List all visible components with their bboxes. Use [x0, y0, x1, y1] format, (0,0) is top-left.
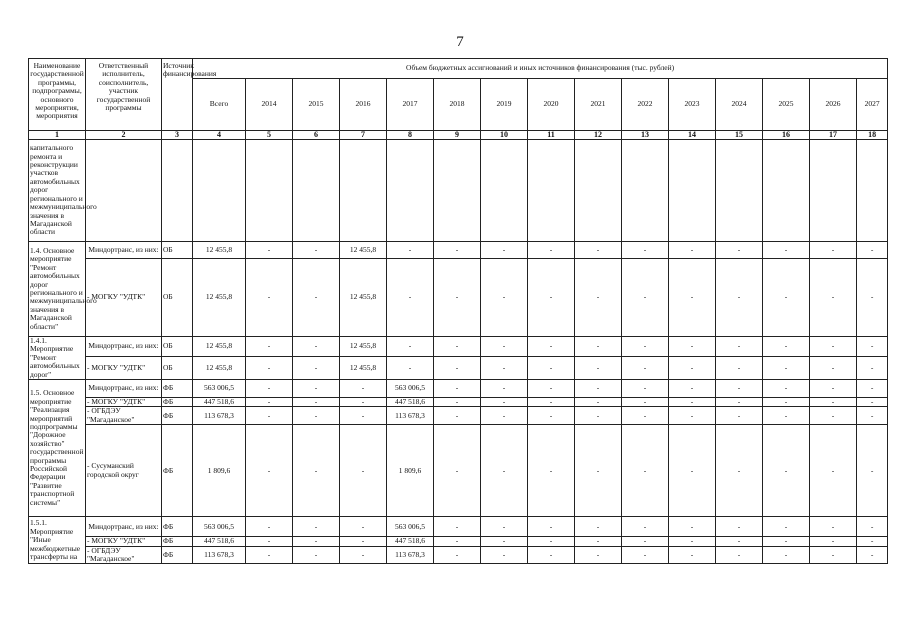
empty-value-dash: -: [716, 425, 763, 517]
empty-value-dash: -: [669, 242, 716, 259]
value-cell: 12 455,8: [340, 242, 387, 259]
value-cell: 447 518,6: [387, 398, 434, 407]
header-year: 2024: [716, 79, 763, 131]
total-cell: 113 678,3: [193, 407, 246, 425]
empty-value-dash: -: [246, 398, 293, 407]
header-total: Всего: [193, 79, 246, 131]
source-cell: ФБ: [162, 517, 193, 537]
empty-value-dash: -: [246, 357, 293, 380]
empty-value-dash: -: [810, 407, 857, 425]
empty-value-dash: -: [293, 398, 340, 407]
empty-value-dash: -: [763, 407, 810, 425]
empty-value-dash: -: [763, 337, 810, 357]
empty-value-dash: -: [763, 425, 810, 517]
empty-value-dash: -: [481, 259, 528, 337]
empty-value-dash: -: [857, 242, 888, 259]
header-funding-group: Объем бюджетных ассигнований и иных источников финансирования (тыс. рублей): [193, 59, 888, 79]
empty-value-dash: -: [669, 537, 716, 546]
empty-value-dash: -: [293, 259, 340, 337]
empty-value-dash: -: [528, 398, 575, 407]
empty-value-dash: -: [622, 357, 669, 380]
header-year: 2026: [810, 79, 857, 131]
empty-value-dash: -: [716, 337, 763, 357]
column-number: 2: [86, 131, 162, 140]
column-number: 15: [716, 131, 763, 140]
empty-value-dash: -: [434, 337, 481, 357]
empty-value-dash: -: [810, 537, 857, 546]
empty-value-dash: -: [481, 380, 528, 398]
header-year: 2019: [481, 79, 528, 131]
empty-value-dash: -: [669, 259, 716, 337]
empty-value-dash: -: [716, 380, 763, 398]
header-year: 2022: [622, 79, 669, 131]
empty-value-dash: -: [434, 398, 481, 407]
responsible-cell: - МОГКУ "УДТК": [86, 357, 162, 380]
empty-value-dash: -: [575, 357, 622, 380]
empty-value-dash: -: [716, 242, 763, 259]
total-cell: 447 518,6: [193, 537, 246, 546]
column-number: 13: [622, 131, 669, 140]
column-number: 4: [193, 131, 246, 140]
empty-value-dash: -: [716, 357, 763, 380]
source-cell: ФБ: [162, 425, 193, 517]
empty-value-dash: -: [575, 242, 622, 259]
empty-value-dash: -: [622, 407, 669, 425]
empty-value-dash: -: [246, 337, 293, 357]
empty-value-dash: -: [434, 425, 481, 517]
empty-value-dash: -: [810, 357, 857, 380]
column-number: 18: [857, 131, 888, 140]
empty-value-dash: -: [622, 380, 669, 398]
value-cell: 113 678,3: [387, 407, 434, 425]
empty-value-dash: -: [434, 259, 481, 337]
empty-value-dash: -: [763, 537, 810, 546]
empty-value-dash: -: [622, 398, 669, 407]
empty-value-dash: -: [716, 537, 763, 546]
empty-value-dash: -: [246, 546, 293, 564]
empty-value-dash: -: [246, 425, 293, 517]
empty-value-dash: -: [716, 546, 763, 564]
column-number: 7: [340, 131, 387, 140]
responsible-cell: Миндортранс, из них:: [86, 517, 162, 537]
empty-value-dash: -: [481, 357, 528, 380]
value-cell: 12 455,8: [340, 357, 387, 380]
column-number-row: [29, 131, 888, 140]
header-year: 2025: [763, 79, 810, 131]
empty-value-dash: -: [528, 546, 575, 564]
header-year: 2023: [669, 79, 716, 131]
empty-value-dash: -: [857, 357, 888, 380]
empty-value-dash: -: [857, 337, 888, 357]
empty-value-dash: -: [669, 357, 716, 380]
empty-value-dash: -: [669, 337, 716, 357]
empty-value-dash: -: [528, 425, 575, 517]
empty-value-dash: -: [763, 259, 810, 337]
table-row: [29, 380, 888, 398]
activity-name: капитального ремонта и реконструкции участков автомобильных дорог регионального и межмуниципального значения в Магаданской области: [29, 140, 86, 242]
empty-value-dash: -: [387, 337, 434, 357]
empty-value-dash: -: [481, 398, 528, 407]
empty-value-dash: -: [293, 517, 340, 537]
empty-value-dash: -: [575, 407, 622, 425]
empty-value-dash: -: [575, 546, 622, 564]
empty-value-dash: -: [293, 380, 340, 398]
empty-value-dash: -: [293, 337, 340, 357]
empty-value-dash: -: [387, 357, 434, 380]
responsible-cell: Миндортранс, из них:: [86, 242, 162, 259]
column-number: 17: [810, 131, 857, 140]
empty-value-dash: -: [293, 242, 340, 259]
header-year: 2020: [528, 79, 575, 131]
table-row: [29, 242, 888, 259]
empty-value-dash: -: [669, 425, 716, 517]
responsible-cell: - МОГКУ "УДТК": [86, 259, 162, 337]
empty-value-dash: -: [340, 537, 387, 546]
empty-value-dash: -: [340, 546, 387, 564]
header-year: 2016: [340, 79, 387, 131]
empty-value-dash: -: [763, 546, 810, 564]
empty-value-dash: -: [669, 517, 716, 537]
empty-value-dash: -: [481, 337, 528, 357]
empty-value-dash: -: [434, 357, 481, 380]
empty-value-dash: -: [857, 546, 888, 564]
empty-value-dash: -: [857, 517, 888, 537]
empty-value-dash: -: [481, 546, 528, 564]
empty-value-dash: -: [622, 337, 669, 357]
empty-value-dash: -: [246, 259, 293, 337]
source-cell: ОБ: [162, 357, 193, 380]
empty-value-dash: -: [622, 242, 669, 259]
empty-value-dash: -: [387, 259, 434, 337]
empty-value-dash: -: [669, 380, 716, 398]
empty-value-dash: -: [622, 546, 669, 564]
empty-value-dash: -: [293, 407, 340, 425]
empty-value-dash: -: [763, 517, 810, 537]
empty-value-dash: -: [293, 546, 340, 564]
table-row: [29, 398, 888, 407]
empty-value-dash: -: [387, 242, 434, 259]
empty-value-dash: -: [716, 517, 763, 537]
empty-value-dash: -: [622, 425, 669, 517]
total-cell: 12 455,8: [193, 242, 246, 259]
table-row: [29, 259, 888, 337]
table-row: [29, 140, 888, 242]
empty-value-dash: -: [857, 425, 888, 517]
empty-value-dash: -: [857, 537, 888, 546]
responsible-cell: - ОГБДЭУ "Магаданское": [86, 407, 162, 425]
responsible-cell: - ОГБДЭУ "Магаданское": [86, 546, 162, 564]
total-cell: 113 678,3: [193, 546, 246, 564]
header-year: 2014: [246, 79, 293, 131]
source-cell: ФБ: [162, 537, 193, 546]
column-number: 5: [246, 131, 293, 140]
responsible-cell: - Сусуманский городской округ: [86, 425, 162, 517]
empty-value-dash: -: [763, 242, 810, 259]
table-row: [29, 357, 888, 380]
empty-value-dash: -: [434, 380, 481, 398]
source-cell: ФБ: [162, 398, 193, 407]
empty-value-dash: -: [340, 398, 387, 407]
table-row: [29, 425, 888, 517]
empty-value-dash: -: [293, 357, 340, 380]
empty-value-dash: -: [575, 537, 622, 546]
source-cell: ОБ: [162, 259, 193, 337]
value-cell: 563 006,5: [387, 517, 434, 537]
empty-value-dash: -: [246, 242, 293, 259]
empty-value-dash: -: [481, 407, 528, 425]
total-cell: 12 455,8: [193, 357, 246, 380]
column-number: 8: [387, 131, 434, 140]
empty-value-dash: -: [669, 407, 716, 425]
empty-value-dash: -: [622, 259, 669, 337]
total-cell: 1 809,6: [193, 425, 246, 517]
empty-value-dash: -: [528, 537, 575, 546]
empty-value-dash: -: [528, 337, 575, 357]
responsible-cell: - МОГКУ "УДТК": [86, 398, 162, 407]
empty-value-dash: -: [340, 517, 387, 537]
empty-value-dash: -: [716, 407, 763, 425]
column-number: 12: [575, 131, 622, 140]
empty-value-dash: -: [340, 380, 387, 398]
column-number: 3: [162, 131, 193, 140]
source-cell: ОБ: [162, 337, 193, 357]
value-cell: 113 678,3: [387, 546, 434, 564]
empty-value-dash: -: [246, 380, 293, 398]
empty-value-dash: -: [716, 398, 763, 407]
empty-value-dash: -: [810, 546, 857, 564]
table-row: [29, 546, 888, 564]
empty-value-dash: -: [622, 537, 669, 546]
total-cell: 12 455,8: [193, 259, 246, 337]
empty-value-dash: -: [481, 242, 528, 259]
responsible-cell: - МОГКУ "УДТК": [86, 537, 162, 546]
source-cell: ОБ: [162, 242, 193, 259]
source-cell: ФБ: [162, 407, 193, 425]
empty-value-dash: -: [810, 398, 857, 407]
empty-value-dash: -: [810, 259, 857, 337]
value-cell: 1 809,6: [387, 425, 434, 517]
empty-value-dash: -: [528, 259, 575, 337]
empty-value-dash: -: [481, 537, 528, 546]
empty-value-dash: -: [434, 537, 481, 546]
empty-value-dash: -: [575, 425, 622, 517]
source-cell: ФБ: [162, 380, 193, 398]
empty-value-dash: -: [293, 537, 340, 546]
empty-value-dash: -: [246, 407, 293, 425]
empty-value-dash: -: [575, 380, 622, 398]
header-year: 2021: [575, 79, 622, 131]
total-cell: 447 518,6: [193, 398, 246, 407]
empty-value-dash: -: [528, 407, 575, 425]
empty-value-dash: -: [246, 517, 293, 537]
column-number: 14: [669, 131, 716, 140]
responsible-cell: Миндортранс, из них:: [86, 337, 162, 357]
page-number: 7: [456, 34, 464, 50]
budget-table: [28, 58, 888, 564]
empty-value-dash: -: [246, 537, 293, 546]
empty-value-dash: -: [340, 407, 387, 425]
empty-value-dash: -: [575, 259, 622, 337]
empty-value-dash: -: [528, 517, 575, 537]
empty-value-dash: -: [810, 425, 857, 517]
header-source: Источник финансирования: [162, 59, 193, 131]
empty-value-dash: -: [340, 425, 387, 517]
value-cell: 447 518,6: [387, 537, 434, 546]
column-number: 6: [293, 131, 340, 140]
empty-value-dash: -: [293, 425, 340, 517]
empty-value-dash: -: [857, 259, 888, 337]
empty-value-dash: -: [857, 398, 888, 407]
empty-value-dash: -: [669, 546, 716, 564]
value-cell: 563 006,5: [387, 380, 434, 398]
activity-name: 1.4. Основное мероприятие "Ремонт автомобильных дорог регионального и межмуниципального значения в Магаданской области": [29, 242, 86, 337]
header-year: 2015: [293, 79, 340, 131]
column-number: 16: [763, 131, 810, 140]
empty-value-dash: -: [763, 357, 810, 380]
empty-value-dash: -: [810, 517, 857, 537]
empty-value-dash: -: [763, 380, 810, 398]
table-row: [29, 537, 888, 546]
value-cell: 12 455,8: [340, 337, 387, 357]
table-row: [29, 407, 888, 425]
empty-value-dash: -: [857, 407, 888, 425]
empty-value-dash: -: [575, 337, 622, 357]
empty-value-dash: -: [810, 380, 857, 398]
empty-value-dash: -: [481, 425, 528, 517]
total-cell: 563 006,5: [193, 380, 246, 398]
empty-value-dash: -: [763, 398, 810, 407]
column-number: 1: [29, 131, 86, 140]
empty-value-dash: -: [434, 242, 481, 259]
activity-name: 1.5. Основное мероприятие "Реализация мероприятий подпрограммы "Дорожное хозяйство" государственной программы Российской Федерации "Развитие транспортной системы": [29, 380, 86, 517]
empty-value-dash: -: [528, 380, 575, 398]
empty-value-dash: -: [575, 398, 622, 407]
responsible-cell: Миндортранс, из них:: [86, 380, 162, 398]
column-number: 11: [528, 131, 575, 140]
empty-value-dash: -: [716, 259, 763, 337]
empty-value-dash: -: [575, 517, 622, 537]
table-row: [29, 337, 888, 357]
empty-value-dash: -: [528, 242, 575, 259]
total-cell: 563 006,5: [193, 517, 246, 537]
header-responsible: Ответственный исполнитель, соисполнитель, участник государственной программы: [86, 59, 162, 131]
source-cell: ФБ: [162, 546, 193, 564]
empty-value-dash: -: [622, 517, 669, 537]
value-cell: 12 455,8: [340, 259, 387, 337]
empty-value-dash: -: [434, 407, 481, 425]
empty-value-dash: -: [810, 337, 857, 357]
empty-value-dash: -: [669, 398, 716, 407]
column-number: 9: [434, 131, 481, 140]
empty-value-dash: -: [434, 546, 481, 564]
table-row: [29, 517, 888, 537]
activity-name: 1.4.1. Мероприятие "Ремонт автомобильных дорог": [29, 337, 86, 380]
header-name: Наименование государственной программы, подпрограммы, основного мероприятия, мероприятия: [29, 59, 86, 131]
empty-value-dash: -: [434, 517, 481, 537]
column-number: 10: [481, 131, 528, 140]
header-year: 2027: [857, 79, 888, 131]
empty-value-dash: -: [810, 242, 857, 259]
empty-value-dash: -: [481, 517, 528, 537]
activity-name: 1.5.1. Мероприятие "Иные межбюджетные трансферты на: [29, 517, 86, 564]
header-year: 2017: [387, 79, 434, 131]
empty-value-dash: -: [857, 380, 888, 398]
empty-value-dash: -: [528, 357, 575, 380]
header-year: 2018: [434, 79, 481, 131]
total-cell: 12 455,8: [193, 337, 246, 357]
